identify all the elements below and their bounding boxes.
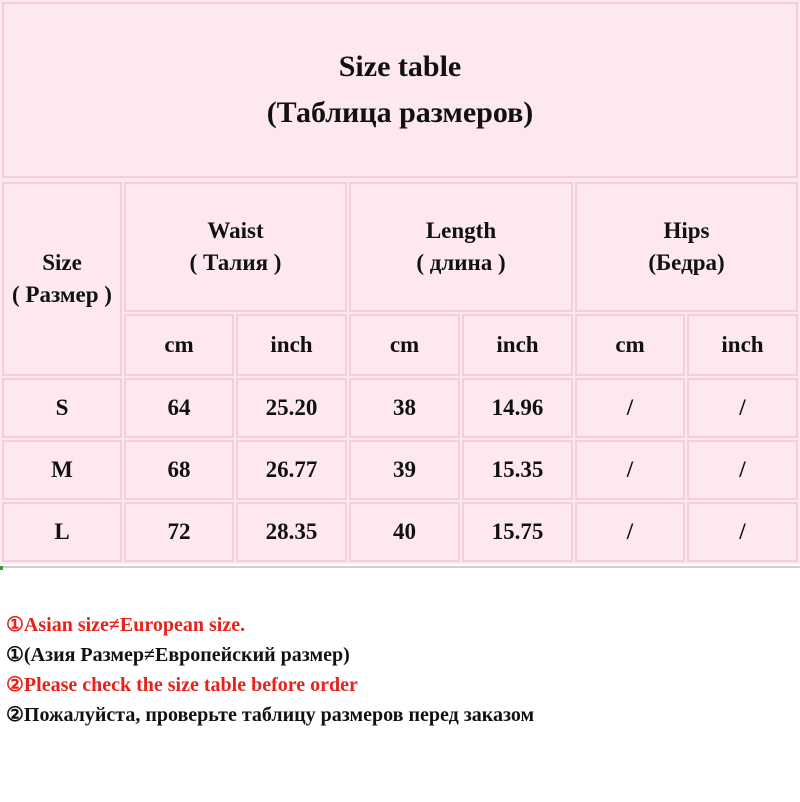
header-waist-ru: ( Талия ) [189,250,282,275]
header-hips-en: Hips [663,218,710,243]
header-size-ru: ( Размер ) [12,282,112,307]
row-l-length-inch: 15.75 [462,502,573,562]
unit-length-inch: inch [462,314,573,376]
header-hips-ru: (Бедра) [648,250,725,275]
row-l-hips-cm: / [575,502,685,562]
row-m-length-cm: 39 [349,440,460,500]
unit-waist-cm: cm [124,314,234,376]
row-l-waist-inch: 28.35 [236,502,347,562]
row-m-size: M [2,440,122,500]
header-length [349,182,573,312]
note-asian-size-ru: ①(Азия Размер≠Европейский размер) [6,644,350,666]
header-waist-en: Waist [207,218,264,243]
table-title [2,2,798,178]
row-s-waist-inch: 25.20 [236,378,347,438]
row-l-length-cm: 40 [349,502,460,562]
note-asian-size-en: ①Asian size≠European size. [6,614,246,636]
row-m-hips-cm: / [575,440,685,500]
row-m-waist-inch: 26.77 [236,440,347,500]
title-english: Size table [338,50,462,83]
note-check-table-en: ②Please check the size table before order [6,674,358,696]
row-l-hips-inch: / [687,502,798,562]
size-notes [0,566,800,802]
unit-hips-cm: cm [575,314,685,376]
row-s-hips-inch: / [687,378,798,438]
row-s-length-cm: 38 [349,378,460,438]
row-s-waist-cm: 64 [124,378,234,438]
row-s-length-inch: 14.96 [462,378,573,438]
row-l-waist-cm: 72 [124,502,234,562]
title-russian: (Таблица размеров) [266,96,534,129]
header-length-ru: ( длина ) [416,250,506,275]
unit-hips-inch: inch [687,314,798,376]
corner-marker [0,566,3,570]
row-s-hips-cm: / [575,378,685,438]
unit-length-cm: cm [349,314,460,376]
header-hips [575,182,798,312]
row-m-waist-cm: 68 [124,440,234,500]
header-size-en: Size [42,250,82,275]
unit-waist-inch: inch [236,314,347,376]
header-size [2,182,122,376]
note-check-table-ru: ②Пожалуйста, проверьте таблицу размеров перед заказом [6,704,535,726]
row-m-length-inch: 15.35 [462,440,573,500]
row-s-size: S [2,378,122,438]
row-l-size: L [2,502,122,562]
header-waist [124,182,347,312]
row-m-hips-inch: / [687,440,798,500]
header-length-en: Length [425,218,497,243]
